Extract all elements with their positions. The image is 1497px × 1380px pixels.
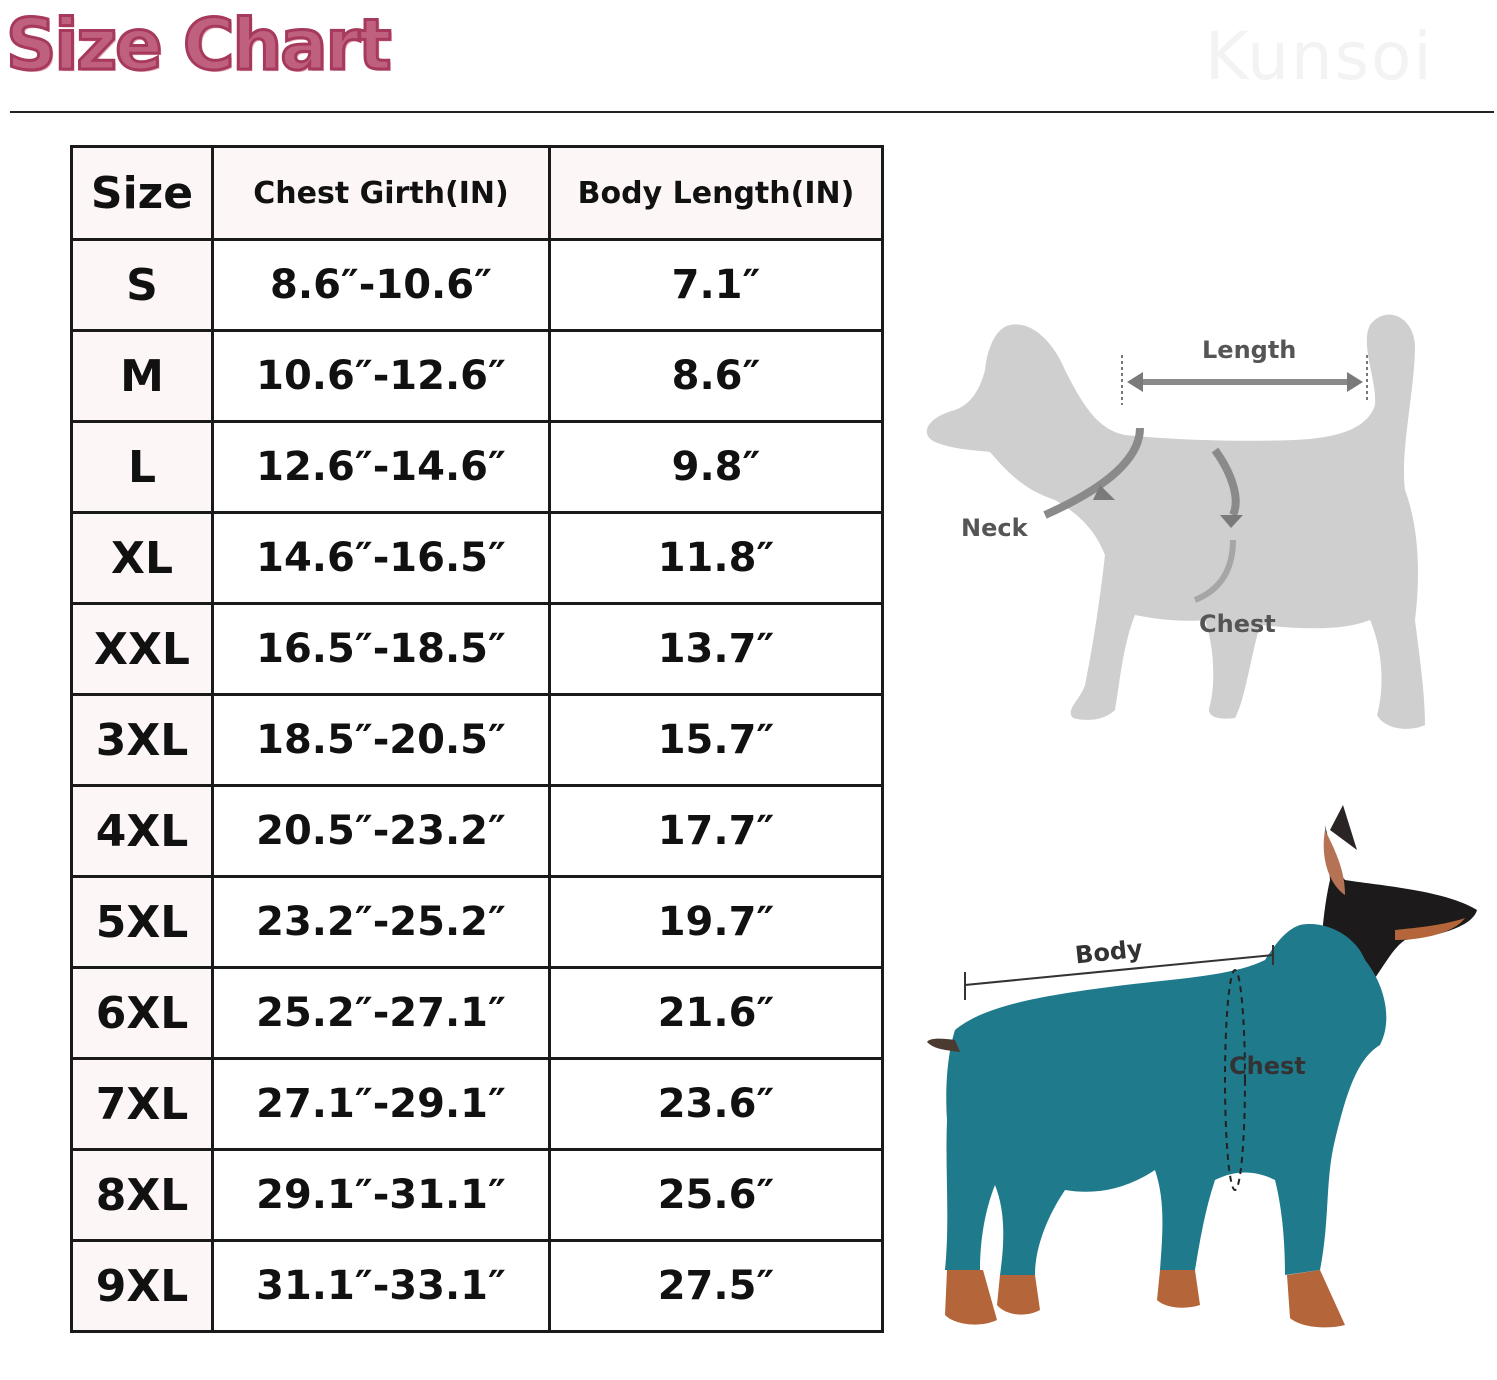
length-cell: 25.6″ bbox=[550, 1150, 883, 1241]
dog-wearing-suit-icon bbox=[925, 800, 1485, 1340]
chest-cell: 10.6″-12.6″ bbox=[213, 331, 550, 422]
dog-in-fleece-photo bbox=[925, 800, 1485, 1340]
length-cell: 15.7″ bbox=[550, 695, 883, 786]
size-cell: S bbox=[72, 240, 213, 331]
size-cell: 7XL bbox=[72, 1059, 213, 1150]
size-table bbox=[70, 145, 884, 1333]
chest-cell: 27.1″-29.1″ bbox=[213, 1059, 550, 1150]
table-row bbox=[72, 240, 883, 331]
length-label: Length bbox=[1202, 336, 1297, 364]
size-cell: 6XL bbox=[72, 968, 213, 1059]
table-header-row bbox=[72, 147, 883, 240]
chest-cell: 8.6″-10.6″ bbox=[213, 240, 550, 331]
chest-label: Chest bbox=[1199, 610, 1276, 638]
length-cell: 17.7″ bbox=[550, 786, 883, 877]
table-row bbox=[72, 786, 883, 877]
header-divider bbox=[10, 111, 1494, 113]
size-cell: XXL bbox=[72, 604, 213, 695]
size-cell: 3XL bbox=[72, 695, 213, 786]
size-cell: 9XL bbox=[72, 1241, 213, 1332]
chest-cell: 31.1″-33.1″ bbox=[213, 1241, 550, 1332]
length-cell: 27.5″ bbox=[550, 1241, 883, 1332]
size-cell: XL bbox=[72, 513, 213, 604]
brand-watermark: Kunsoi bbox=[1205, 18, 1434, 95]
chest-cell: 23.2″-25.2″ bbox=[213, 877, 550, 968]
length-cell: 9.8″ bbox=[550, 422, 883, 513]
table-row bbox=[72, 422, 883, 513]
table-row bbox=[72, 513, 883, 604]
length-cell: 13.7″ bbox=[550, 604, 883, 695]
table-row bbox=[72, 968, 883, 1059]
page-title: Size Chart bbox=[6, 4, 390, 86]
table-row bbox=[72, 1059, 883, 1150]
length-cell: 11.8″ bbox=[550, 513, 883, 604]
size-cell: 5XL bbox=[72, 877, 213, 968]
size-cell: 4XL bbox=[72, 786, 213, 877]
table-row bbox=[72, 877, 883, 968]
neck-label: Neck bbox=[961, 514, 1028, 542]
photo-chest-label: Chest bbox=[1229, 1052, 1306, 1080]
column-header-chest-girth: Chest Girth(IN) bbox=[213, 147, 550, 240]
size-cell: 8XL bbox=[72, 1150, 213, 1241]
table-row bbox=[72, 604, 883, 695]
length-cell: 19.7″ bbox=[550, 877, 883, 968]
table-row bbox=[72, 1241, 883, 1332]
size-cell: M bbox=[72, 331, 213, 422]
column-header-body-length: Body Length(IN) bbox=[550, 147, 883, 240]
measurement-diagram bbox=[915, 300, 1475, 760]
table-row bbox=[72, 695, 883, 786]
body-label: Body bbox=[1073, 934, 1144, 970]
column-header-size: Size bbox=[72, 147, 213, 240]
chest-cell: 14.6″-16.5″ bbox=[213, 513, 550, 604]
chest-cell: 25.2″-27.1″ bbox=[213, 968, 550, 1059]
chest-cell: 29.1″-31.1″ bbox=[213, 1150, 550, 1241]
size-cell: L bbox=[72, 422, 213, 513]
fleece-suit-icon bbox=[945, 924, 1386, 1275]
length-cell: 7.1″ bbox=[550, 240, 883, 331]
chest-cell: 12.6″-14.6″ bbox=[213, 422, 550, 513]
length-cell: 21.6″ bbox=[550, 968, 883, 1059]
length-cell: 23.6″ bbox=[550, 1059, 883, 1150]
chest-cell: 20.5″-23.2″ bbox=[213, 786, 550, 877]
chest-cell: 16.5″-18.5″ bbox=[213, 604, 550, 695]
table-row bbox=[72, 1150, 883, 1241]
chest-cell: 18.5″-20.5″ bbox=[213, 695, 550, 786]
table-row bbox=[72, 331, 883, 422]
length-cell: 8.6″ bbox=[550, 331, 883, 422]
